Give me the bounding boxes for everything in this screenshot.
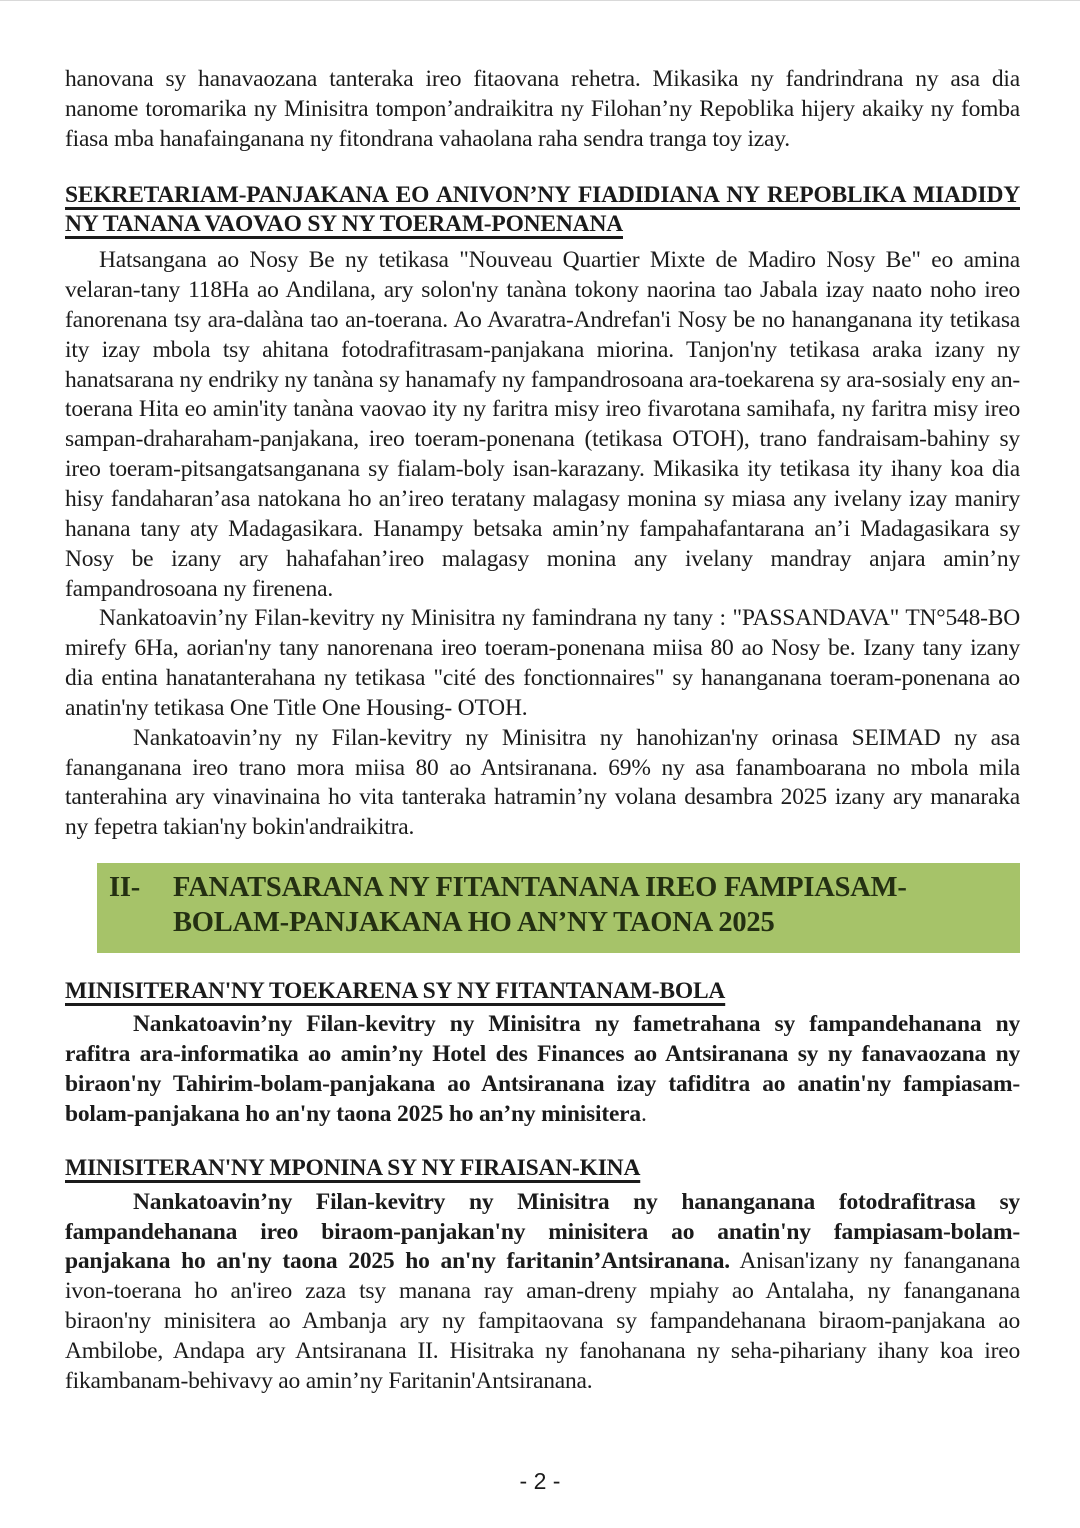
ministry1-paragraph <box>65 1010 1020 1129</box>
ministry1-paragraph-tail: . <box>640 1101 647 1127</box>
section2-title: FANATSARANA NY FITANTANANA IREO FAMPIASAM-BOLAM-PANJAKANA HO AN’NY TAONA 2025 <box>173 872 907 938</box>
ministry1-heading: MINISITERAN'NY TOEKARENA SY NY FITANTANAM-BOLA <box>65 977 726 1004</box>
page-number: - 2 - <box>519 1467 561 1494</box>
section1-paragraph-passandava: Nankatoavin’ny Filan-kevitry ny Minisitra ny famindrana ny tany : "PASSANDAVA" TN°548-BO mirefy 6Ha, aorian'ny tany nanorenana ireo toeram-ponenana miisa 80 ao Nosy be. Izany tany izany dia entina hanatanterahana ny tetikasa "cité des fonctionnaires" sy hananganana toeram-ponenana ao anatin'ny tetikasa One Title One Housing- OTOH. <box>65 605 1020 721</box>
section1-paragraph-nosybe: Hatsangana ao Nosy Be ny tetikasa "Nouveau Quartier Mixte de Madiro Nosy Be" eo amina velaran-tany 118Ha ao Andilana, ary solon'ny tanàna tokony naorina tao Jabala izay naato noho ireo fanorenana tsy ara-dalàna tao an-toerana. Ao Avaratra-Andrefan'i Nosy be no hananganana ity tetikasa ity izay mbola tsy ahitana fotodrafitrasam-panjakana miorina. Tanjon'ny tetikasa araka izany ny hanatsarana ny endriky ny tanàna sy hanamafy ny fampandrosoana ara-toekarena sy ara-sosialy eny an-toerana Hita eo amin'ity tanàna vaovao ity ny faritra misy ireo fivarotana samihafa, ny faritra misy ireo sampan-draharaham-panjakana, ireo toeram-ponenana (tetikasa OTOH), trano fandraisam-bahiny sy ireo toeram-pitsangatsanganana sy fialam-boly isan-karazany. Mikasika ity tetikasa ity ihany koa dia hisy fandaharan’asa natokana ho an’ireo teratany malagasy monina sy miasa any ivelany izay maniry hanana tany aty Madagasikara. Hanampy betsaka amin’ny fampahafantarana an’i Madagasikara sy Nosy be izany ary hahafahan’ireo malagasy monina any ivelany mandray anjara amin’ny fampandrosoana ny firenena. <box>65 247 1020 602</box>
intro-paragraph: hanovana sy hanavaozana tanteraka ireo fitaovana rehetra. Mikasika ny fandrindrana ny asa dia nanome toromarika ny Minisitra tompon’andraikitra ny Filohan’ny Repoblika hijery akaiky ny fomba fiasa mba hanafainganana ny fitondrana vahaolana raha sendra tranga toy izay. <box>65 66 1020 152</box>
ministry2-paragraph-bold: Nankatoavin’ny Filan-kevitry ny Minisitra ny hananganana fotodrafitrasa sy fampandehanana ireo biraom-panjakan'ny minisitera ao anatin'ny fampiasam-bolam-panjakana ho an'ny taona 2025 ho an'ny faritanin’Antsiranana. <box>65 1188 1020 1275</box>
ministry1-paragraph-bold: Nankatoavin’ny Filan-kevitry ny Minisitra ny fametrahana sy fampandehanana ny rafitra ara-informatika ao amin’ny Hotel des Finances ao Antsiranana sy ny fanavaozana ny biraon'ny Tahirim-bolam-panjakana ao Antsiranana izay tafiditra ao anatin'ny fampiasam-bolam-panjakana ho an'ny taona 2025 ho an’ny minisitera <box>65 1011 1020 1127</box>
section1-heading: SEKRETARIAM-PANJAKANA EO ANIVON’NY FIADIDIANA NY REPOBLIKA MIADIDY NY TANANA VAOVAO SY NY TOERAM-PONENANA <box>65 181 1020 238</box>
ministry2-paragraph-regular: Anisan'izany ny fananganana ivon-toerana ho an'ireo zaza tsy manana ray aman-dreny mpiahy ao Antalaha, ny fananganana biraon'ny minisitera ao Ambanja ary ny fampitaovana sy fampandehanana biraom-panjakana ao Ambilobe, Andapa ary Antsiranana II. Hisitraka ny fanohanana ny seha-pihariany ihany koa ireo fikambanam-behivavy ao amin’ny Faritanin'Antsiranana. <box>65 1248 1020 1394</box>
ministry2-paragraph <box>65 1188 1020 1397</box>
section2-numeral: II- <box>109 872 141 904</box>
section1-paragraph-seimad: Nankatoavin’ny ny Filan-kevitry ny Minisitra ny hanohizan'ny orinasa SEIMAD ny asa fananganana ireo trano mora miisa 80 ao Antsiranana. 69% ny asa fanamboarana no mbola mila tanterahina ary vinavinaina ho vita tanteraka hatramin’ny volana desambra 2025 izany ary manaraka ny fepetra takian'ny bokin'andraikitra. <box>65 724 1020 841</box>
section2-banner <box>97 863 1020 953</box>
ministry2-heading: MINISITERAN'NY MPONINA SY NY FIRAISAN-KINA <box>65 1154 641 1181</box>
